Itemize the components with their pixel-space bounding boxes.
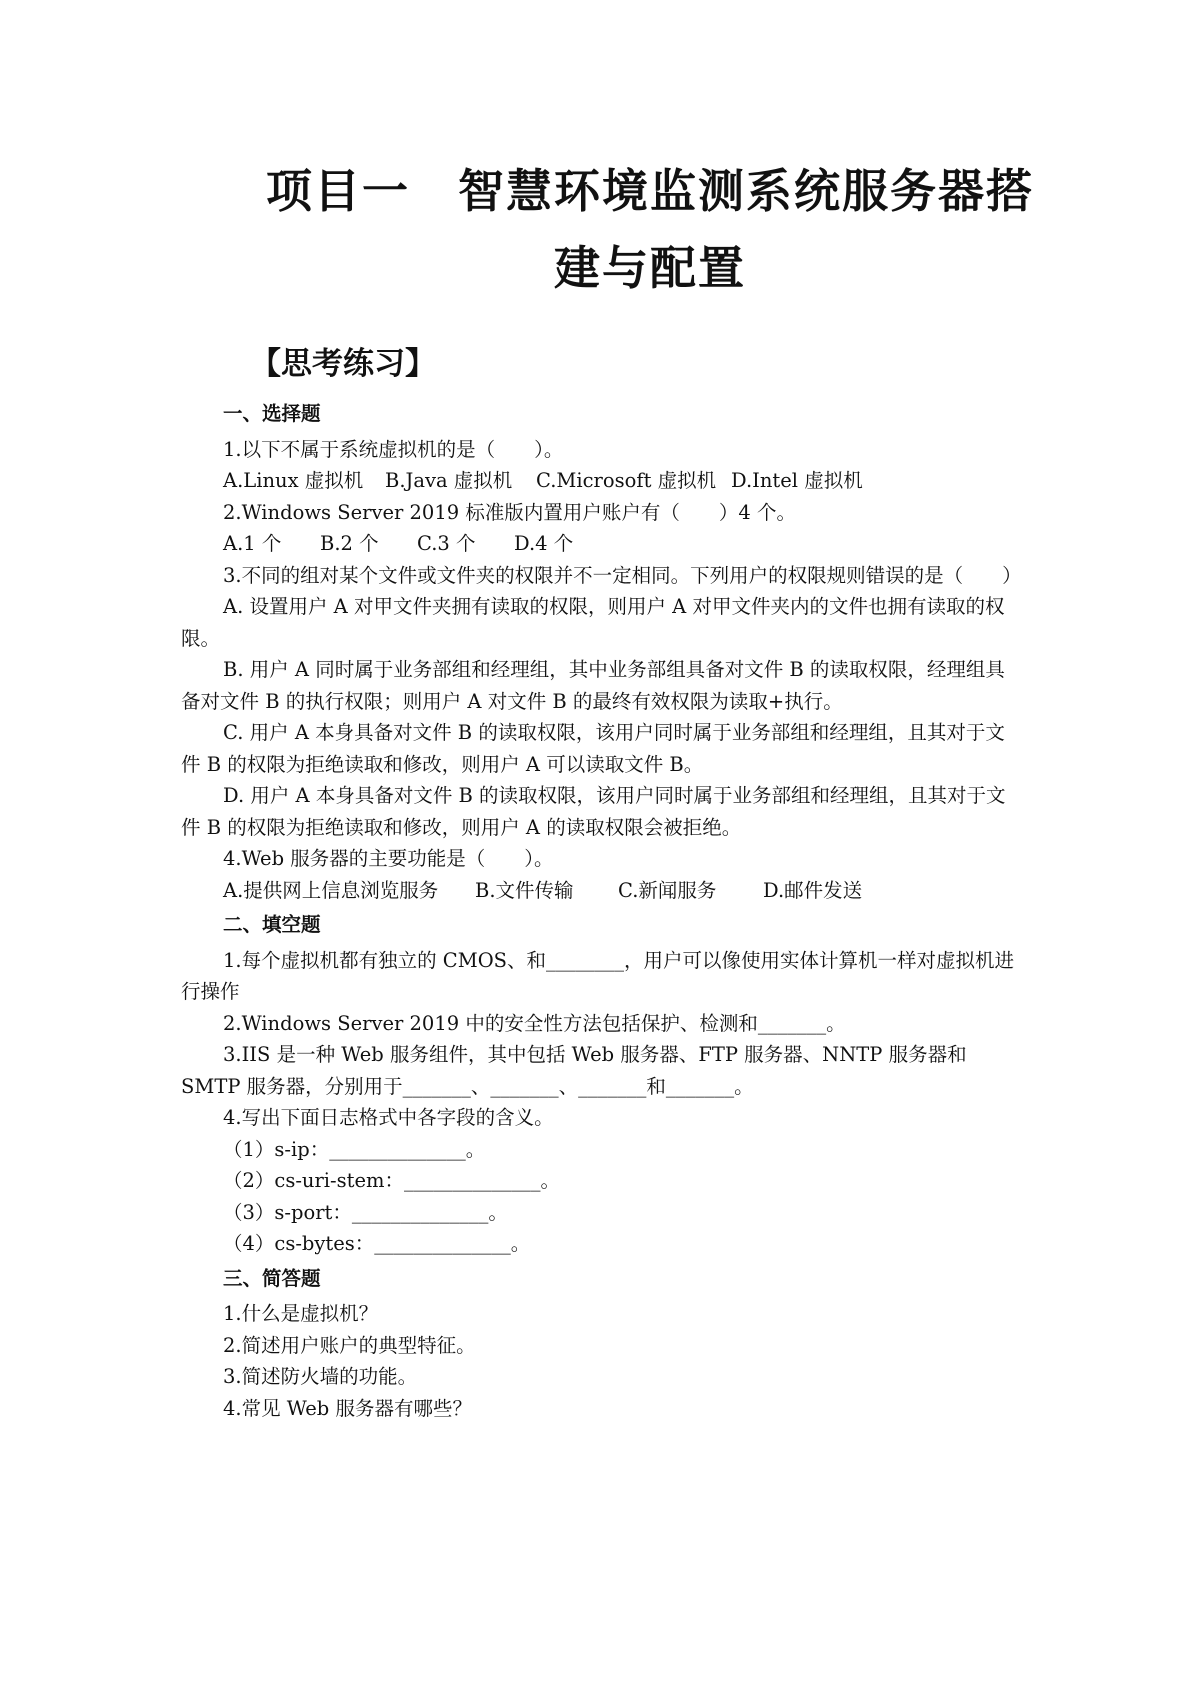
part3-item: 4.常见 Web 服务器有哪些？ xyxy=(223,1396,472,1420)
page-title-line1: 项目一 智慧环境监测系统服务器搭 xyxy=(266,164,1034,218)
part2-q2: 2.Windows Server 2019 中的安全性方法包括保护、检测和_______。 xyxy=(223,1011,846,1035)
option-d: D.邮件发送 xyxy=(763,878,863,902)
part1-q3-option-c: C. 用户 A 本身具备对文件 B 的读取权限，该用户同时属于业务部组和经理组，且其对于文件 B 的权限为拒绝读取和修改，则用户 A 可以读取文件 B。 xyxy=(181,721,1005,776)
page-title-line2: 建与配置 xyxy=(554,241,746,295)
option-c: C.新闻服务 xyxy=(618,878,717,902)
part2-q4: 4.写出下面日志格式中各字段的含义。 xyxy=(223,1106,554,1129)
part2-q4-item: （3）s-port：______________。 xyxy=(223,1200,508,1224)
part2-q3: 3.IIS 是一种 Web 服务组件，其中包括 Web 服务器、FTP 服务器、NNTP 服务器和 SMTP 服务器，分别用于_______、_______、_______和_______。 xyxy=(181,1043,967,1098)
part2-q4-item: （4）cs-bytes：______________。 xyxy=(223,1232,531,1255)
part1-q4: 4.Web 服务器的主要功能是（ ）。 xyxy=(223,847,554,870)
part2-q1: 1.每个虚拟机都有独立的 CMOS、和________，用户可以像使用实体计算机一样对虚拟机进行操作 xyxy=(181,948,1015,1003)
part2-q4-item: （2）cs-uri-stem：______________。 xyxy=(223,1169,561,1192)
option-b: B.Java 虚拟机 xyxy=(385,469,513,492)
option-a: A.1 个 xyxy=(223,532,282,555)
part3-item: 1.什么是虚拟机？ xyxy=(223,1302,379,1325)
part1-q3-option-a: A. 设置用户 A 对甲文件夹拥有读取的权限，则用户 A 对甲文件夹内的文件也拥有读取的权限。 xyxy=(181,595,1005,650)
part1-q4-options xyxy=(181,875,1016,907)
exercise-content xyxy=(181,395,1022,1424)
option-a: A.提供网上信息浏览服务 xyxy=(223,878,439,902)
option-c: C.3 个 xyxy=(417,532,476,555)
section-header: 【思考练习】 xyxy=(250,346,436,382)
option-c: C.Microsoft 虚拟机 xyxy=(536,469,717,492)
part3-heading: 三、简答题 xyxy=(223,1266,321,1290)
part1-heading: 一、选择题 xyxy=(223,402,321,425)
option-d: D.Intel 虚拟机 xyxy=(731,469,863,492)
option-d: D.4 个 xyxy=(514,532,574,555)
part3-item: 3.简述防火墙的功能。 xyxy=(223,1365,418,1388)
part2-heading: 二、填空题 xyxy=(223,913,321,936)
part1-q3-option-d: D. 用户 A 本身具备对文件 B 的读取权限，该用户同时属于业务部组和经理组，且其对于文件 B 的权限为拒绝读取和修改，则用户 A 的读取权限会被拒绝。 xyxy=(181,784,1006,839)
part1-q2-options xyxy=(181,528,1016,560)
part1-q1-options xyxy=(181,465,1016,497)
option-b: B.文件传输 xyxy=(475,878,574,902)
part1-q3: 3.不同的组对某个文件或文件夹的权限并不一定相同。下列用户的权限规则错误的是（ ） xyxy=(223,563,1022,587)
part1-q1: 1.以下不属于系统虚拟机的是（ ）。 xyxy=(223,437,564,461)
option-a: A.Linux 虚拟机 xyxy=(223,469,364,492)
part3-item: 2.简述用户账户的典型特征。 xyxy=(223,1333,476,1357)
part1-q3-option-b: B. 用户 A 同时属于业务部组和经理组，其中业务部组具备对文件 B 的读取权限，经理组具备对文件 B 的执行权限；则用户 A 对文件 B 的最终有效权限为读取+执行。 xyxy=(181,658,1005,713)
option-b: B.2 个 xyxy=(320,532,379,555)
part1-q2: 2.Windows Server 2019 标准版内置用户账户有（ ）4 个。 xyxy=(223,500,796,524)
part2-q4-item: （1）s-ip：______________。 xyxy=(223,1137,486,1161)
